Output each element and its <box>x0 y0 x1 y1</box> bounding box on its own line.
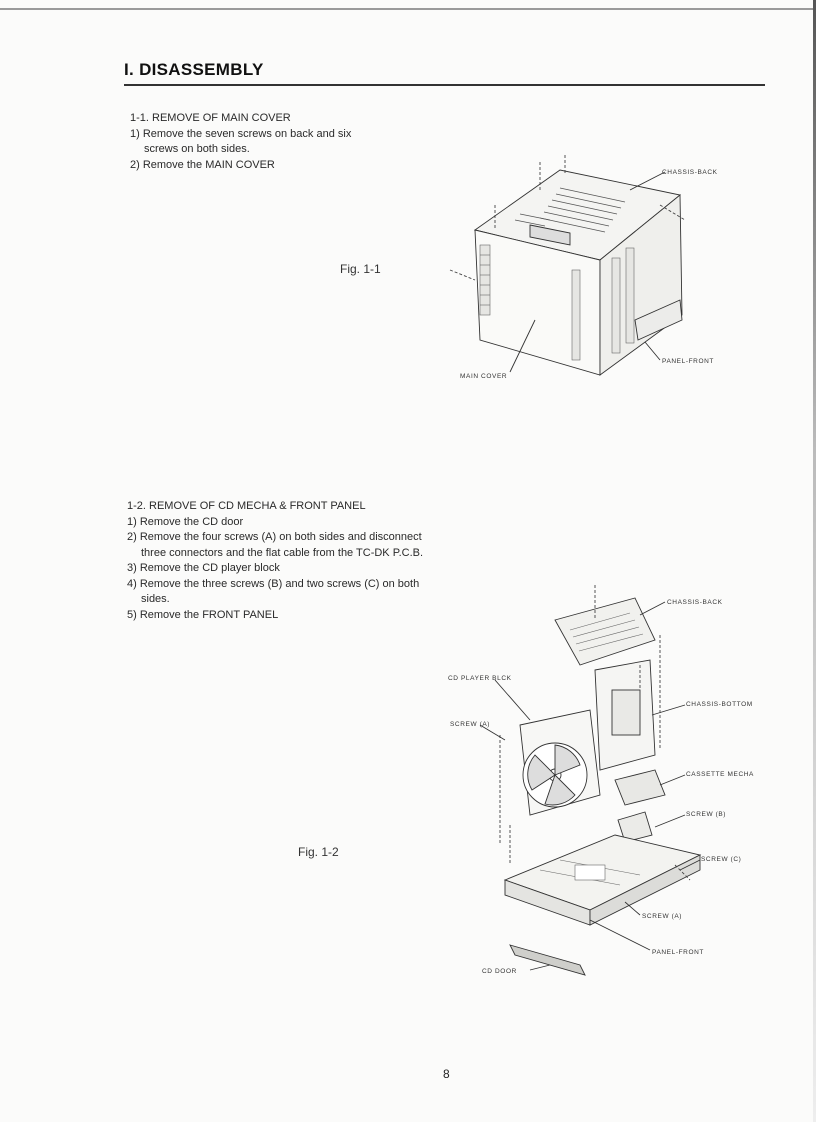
callout-screw-a: SCREW (A) <box>642 913 683 920</box>
step-item: 4) Remove the three screws (B) and two screws (C) on both sides. <box>127 577 420 605</box>
callout-screw-a: SCREW (A) <box>450 721 491 728</box>
figure-label: Fig. 1-1 <box>340 262 381 276</box>
step-item: 2) Remove the four screws (A) on both sides and disconnect three connectors and the flat cable from the TC-DK P.C.B. <box>127 531 424 559</box>
title-rule <box>124 84 765 86</box>
section-main-cover <box>130 111 370 173</box>
step-item: 3) Remove the CD player block <box>127 562 280 574</box>
figure-1-2-diagram <box>440 580 770 985</box>
callout-cd-door: CD DOOR <box>482 968 517 975</box>
callout-main-cover: MAIN COVER <box>460 373 508 380</box>
step-item: 5) Remove the FRONT PANEL <box>127 608 279 621</box>
callout-panel-front: PANEL-FRONT <box>652 949 704 956</box>
step-item: 2) Remove the MAIN COVER <box>130 158 275 171</box>
page-title: I. DISASSEMBLY <box>124 60 264 79</box>
section-heading: 1-2. REMOVE OF CD MECHA & FRONT PANEL <box>127 500 366 512</box>
callout-screw-b: SCREW (B) <box>686 811 727 818</box>
section-heading: 1-1. REMOVE OF MAIN COVER <box>130 112 291 124</box>
callout-chassis-back: CHASSIS-BACK <box>662 169 718 176</box>
section-cd-mecha-front-panel <box>127 499 427 623</box>
callout-cd-player-block: CD PLAYER BLCK <box>448 675 512 682</box>
callout-screw-c: SCREW (C) <box>701 856 742 863</box>
callout-cassette-mecha: CASSETTE MECHA <box>686 771 754 778</box>
figure-label: Fig. 1-2 <box>298 845 339 859</box>
callout-chassis-bottom: CHASSIS-BOTTOM <box>686 701 753 708</box>
step-item: 1) Remove the seven screws on back and six screws on both sides. <box>130 127 352 155</box>
callout-panel-front: PANEL-FRONT <box>662 358 714 365</box>
step-item: 1) Remove the CD door <box>127 515 244 528</box>
figure-1-1-diagram <box>440 150 750 385</box>
page-number: 8 <box>443 1067 450 1081</box>
scan-edge-top <box>0 8 816 10</box>
callout-chassis-back: CHASSIS-BACK <box>667 599 723 606</box>
